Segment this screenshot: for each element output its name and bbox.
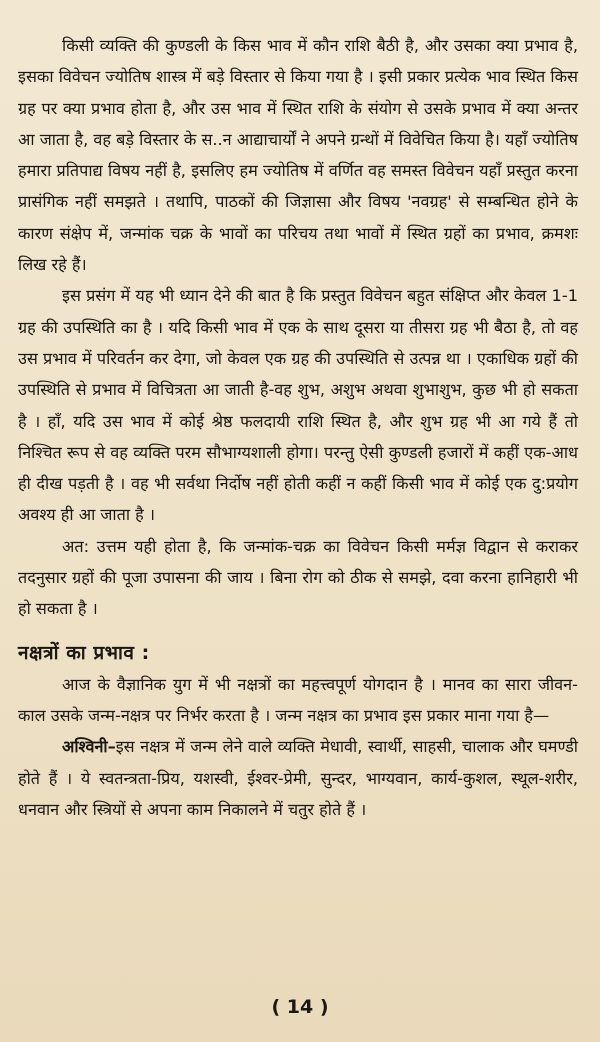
paragraph-1: किसी व्यक्ति की कुण्डली के किस भाव में कौन राशि बैठी है, और उसका क्या प्रभाव है, इसका विवेचन ज्योतिष शास्त्र में बड़े विस्तार से किया गया है । इसी प्रकार प्रत्येक भाव स्थित किस ग्रह पर क्या प्रभाव होता है, और उस भाव में स्थित राशि के संयोग से उसके प्रभाव में क्या अन्तर आ जाता है, वह बड़े विस्तार के स..न आद्याचार्यों ने अपने ग्रन्थों में विवेचित किया है। यहाँ ज्योतिष हमारा प्रतिपाद्य विषय नहीं है, इसलिए हम ज्योतिष में वर्णित वह समस्त विवेचन यहाँ प्रस्तुत करना प्रासंगिक नहीं समझते । तथापि, पाठकों की जिज्ञासा और विषय 'नवग्रह' से सम्बन्धित होने के कारण संक्षेप में, जन्मांक चक्र के भावों का परिचय तथा भावों में स्थित ग्रहों का प्रभाव, क्रमशः लिख रहे हैं। xyxy=(18,36,578,275)
paragraph-2: इस प्रसंग में यह भी ध्यान देने की बात है कि प्रस्तुत विवेचन बहुत संक्षिप्त और केवल 1-1 ग्रह की उपस्थिति का है । यदि किसी भाव में एक के साथ दूसरा या तीसरा ग्रह भी बैठा है, तो वह उस प्रभाव में परिवर्तन कर देगा, जो केवल एक ग्रह की उपस्थिति से उत्पन्न था । एकाधिक ग्रहों की उपस्थिति से प्रभाव में विचित्रता आ जाती है-वह शुभ, अशुभ अथवा शुभाशुभ, कुछ भी हो सकता है । हाँ, यदि उस भाव में कोई श्रेष्ठ फलदायी राशि स्थित है, और शुभ ग्रह भी आ गये हैं तो निश्चित रूप से वह व्यक्ति परम सौभाग्यशाली होगा। परन्तु ऐसी कुण्डली हजारों में कहीं एक-आध ही दीख पड़ती है । वह भी सर्वथा निर्दोष नहीं होती कहीं न कहीं किसी भाव में कोई एक दु:प्रयोग अवश्य ही आ जाता है । xyxy=(18,286,578,525)
section-paragraph: आज के वैज्ञानिक युग में भी नक्षत्रों का महत्त्वपूर्ण योगदान है । मानव का सारा जीवन-काल उसके जन्म-नक्षत्र पर निर्भर करता है । जन्म नक्षत्र का प्रभाव इस प्रकार माना गया है— xyxy=(18,674,578,725)
entry-text: इस नक्षत्र में जन्म लेने वाले व्यक्ति मेधावी, स्वार्थी, साहसी, चालाक और घमण्डी होते हैं । ये स्वतन्त्रता-प्रिय, यशस्वी, ईश्वर-प्रेमी, सुन्दर, भाग्यवान, कार्य-कुशल, स्थूल-शरीर, धनवान और स्त्रियों से अपना काम निकालने में चतुर होते हैं । xyxy=(18,737,578,819)
entry-term: अश्विनी– xyxy=(62,737,116,757)
page-number: ( 14 ) xyxy=(271,996,329,1018)
section-heading: नक्षत्रों का प्रभाव : xyxy=(18,641,150,664)
paragraph-3: अत: उत्तम यही होता है, कि जन्मांक-चक्र का विवेचन किसी मर्मज्ञ विद्वान से कराकर तदनुसार ग्रहों की पूजा उपासना की जाय । बिना रोग को ठीक से समझे, दवा करना हानिहारी भी हो सकता है । xyxy=(18,536,578,619)
nakshatra-entry xyxy=(18,731,578,825)
